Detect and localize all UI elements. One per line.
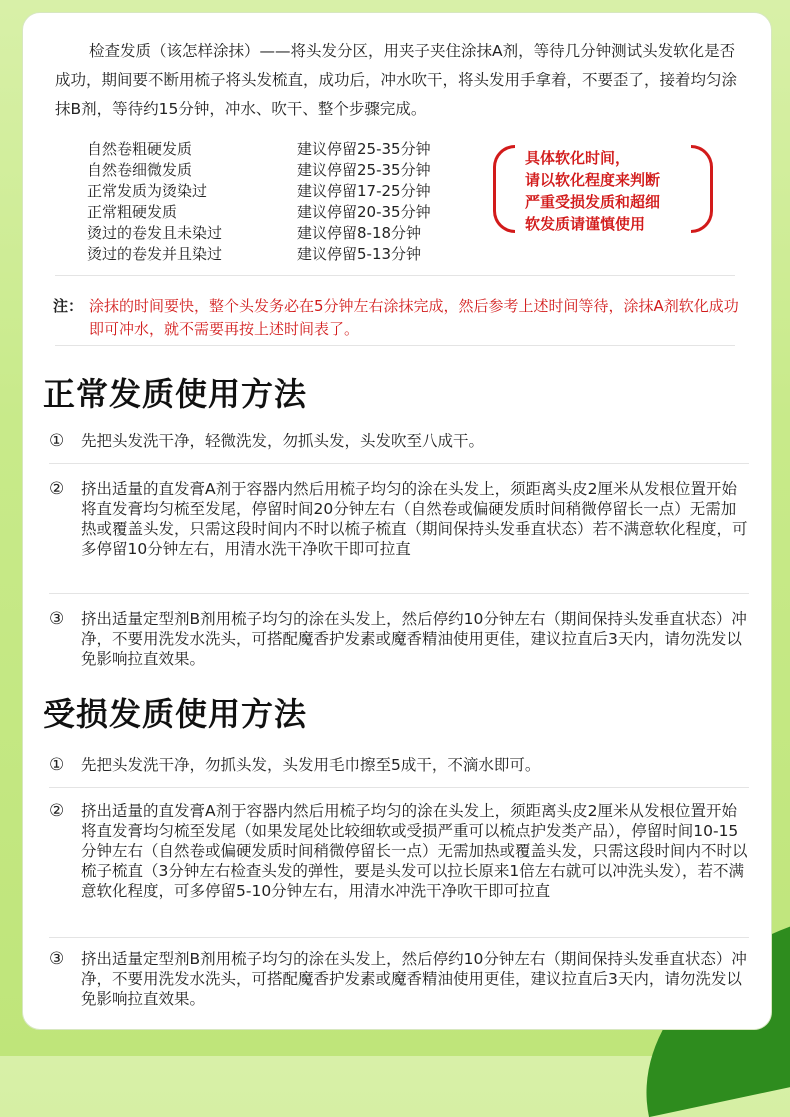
dwell-row <box>87 139 487 160</box>
step-text: 先把头发洗干净，勿抓头发，头发用毛巾擦至5成干，不滴水即可。 <box>81 756 541 774</box>
hair-type: 正常发质为烫染过 <box>87 182 208 200</box>
damaged-step-1 <box>49 755 749 775</box>
damaged-step-2 <box>49 801 749 901</box>
divider <box>49 463 749 464</box>
section-title-damaged: 受损发质使用方法 <box>43 695 308 733</box>
step-number: ② <box>49 801 65 821</box>
step-text: 挤出适量定型剂B剂用梳子均匀的涂在头发上，然后停约10分钟左右（期间保持头发垂直状态）冲净，不要用洗发水洗头，可搭配魔香护发素或魔香精油使用更佳，建议拉直后3天内，请勿洗发以免影响拉直效果。 <box>81 610 747 668</box>
step-number: ① <box>49 431 65 451</box>
warning-text <box>525 147 695 235</box>
note-block <box>53 295 753 341</box>
warning-line: 严重受损发质和超细 <box>525 193 661 211</box>
step-text: 挤出适量定型剂B剂用梳子均匀的涂在头发上，然后停约10分钟左右（期间保持头发垂直状态）冲净，不要用洗发水洗头，可搭配魔香护发素或魔香精油使用更佳，建议拉直后3天内，请勿洗发以免影响拉直效果。 <box>81 950 747 1008</box>
step-number: ③ <box>49 609 65 629</box>
section-title-normal: 正常发质使用方法 <box>43 375 308 413</box>
dwell-time: 建议停留20-35分钟 <box>297 203 431 221</box>
hair-type: 自然卷细微发质 <box>87 161 193 179</box>
right-bracket-decoration <box>691 145 713 233</box>
hair-type: 烫过的卷发并且染过 <box>87 245 223 263</box>
divider <box>49 787 749 788</box>
dwell-time: 建议停留5-13分钟 <box>297 245 422 263</box>
dwell-row <box>87 181 487 202</box>
dwell-row <box>87 244 487 265</box>
dwell-time: 建议停留17-25分钟 <box>297 182 431 200</box>
left-bracket-decoration <box>493 145 515 233</box>
warning-line: 请以软化程度来判断 <box>525 171 661 189</box>
normal-step-2 <box>49 479 749 559</box>
instruction-card <box>22 12 772 1030</box>
divider <box>55 275 735 276</box>
note-body: 涂抹的时间要快，整个头发务必在5分钟左右涂抹完成，然后参考上述时间等待，涂抹A剂软化成功即可冲水，就不需要再按上述时间表了。 <box>89 297 739 338</box>
warning-callout <box>493 145 713 235</box>
dwell-row <box>87 223 487 244</box>
warning-line: 软发质请谨慎使用 <box>525 215 646 233</box>
note-label: 注： <box>53 297 84 315</box>
normal-step-1 <box>49 431 749 451</box>
dwell-time: 建议停留25-35分钟 <box>297 140 431 158</box>
dwell-time-table <box>87 139 487 265</box>
divider <box>49 937 749 938</box>
hair-type: 正常粗硬发质 <box>87 203 178 221</box>
hair-type: 自然卷粗硬发质 <box>87 140 193 158</box>
step-number: ② <box>49 479 65 499</box>
divider <box>49 593 749 594</box>
step-number: ③ <box>49 949 65 969</box>
hair-type: 烫过的卷发且未染过 <box>87 224 223 242</box>
warning-line: 具体软化时间， <box>525 149 631 167</box>
step-text: 挤出适量的直发膏A剂于容器内然后用梳子均匀的涂在头发上，须距离头皮2厘米从发根位置开始将直发膏均匀梳至发尾（如果发尾处比较细软或受损严重可以梳点护发类产品），停留时间10-15分钟左右（自然卷或偏硬发质时间稍微停留长一点）无需加热或覆盖头发，只需这段时间内不时以梳子梳直（3分钟左右检查头发的弹性，要是头发可以拉长原来1倍左右就可以冲洗头发），若不满意软化程度，可多停留5-10分钟左右，用清水冲洗干净吹干即可拉直 <box>81 802 748 900</box>
dwell-row <box>87 202 487 223</box>
dwell-row <box>87 160 487 181</box>
normal-step-3 <box>49 609 749 669</box>
step-number: ① <box>49 755 65 775</box>
damaged-step-3 <box>49 949 749 1009</box>
step-text: 挤出适量的直发膏A剂于容器内然后用梳子均匀的涂在头发上，须距离头皮2厘米从发根位置开始将直发膏均匀梳至发尾，停留时间20分钟左右（自然卷或偏硬发质时间稍微停留长一点）无需加热或覆盖头发，只需这段时间内不时以梳子梳直（期间保持头发垂直状态）若不满意软化程度，可多停留10分钟左右，用清水洗干净吹干即可拉直 <box>81 480 748 558</box>
step-text: 先把头发洗干净，轻微洗发，勿抓头发，头发吹至八成干。 <box>81 432 485 450</box>
divider <box>55 345 735 346</box>
dwell-time: 建议停留8-18分钟 <box>297 224 422 242</box>
intro-paragraph: 检查发质（该怎样涂抹）——将头发分区，用夹子夹住涂抹A剂，等待几分钟测试头发软化是否成功，期间要不断用梳子将头发梳直，成功后，冲水吹干，将头发用手拿着，不要歪了，接着均匀涂抹B剂，等待约15分钟，冲水、吹干、整个步骤完成。 <box>55 42 738 118</box>
dwell-time: 建议停留25-35分钟 <box>297 161 431 179</box>
